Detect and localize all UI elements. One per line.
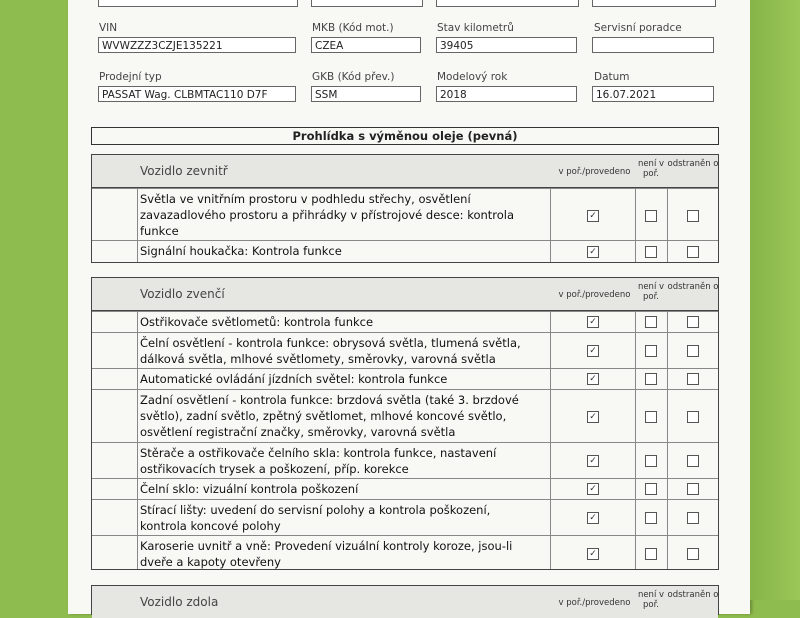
checklist-row	[92, 389, 718, 443]
row-text: Automatické ovládání jízdních světel: kontrola funkce	[140, 372, 448, 386]
vin-label: VIN	[99, 22, 118, 34]
col-fixed: odstraněn o	[667, 159, 719, 169]
fixed-checkbox[interactable]	[687, 455, 699, 467]
advisor-field[interactable]	[592, 37, 714, 53]
fixed-checkbox[interactable]	[687, 483, 699, 495]
background-strip	[750, 0, 800, 600]
done-checkbox[interactable]: ✓	[587, 483, 599, 495]
vin-field[interactable]: WVWZZZ3CZJE135221	[98, 37, 296, 53]
not-ok-checkbox[interactable]	[645, 512, 657, 524]
col-not-ok: není v poř.	[637, 159, 665, 179]
checklist-row	[92, 535, 718, 572]
checklist-row	[92, 368, 718, 390]
not-ok-checkbox[interactable]	[645, 483, 657, 495]
not-ok-checkbox[interactable]	[645, 246, 657, 258]
fixed-checkbox[interactable]	[687, 210, 699, 222]
section-underbody	[91, 585, 719, 615]
section-header	[92, 278, 718, 311]
checklist-row	[92, 188, 718, 241]
fixed-checkbox[interactable]	[687, 316, 699, 328]
row-text: Signální houkačka: Kontrola funkce	[140, 244, 342, 258]
done-checkbox[interactable]: ✓	[587, 455, 599, 467]
not-ok-checkbox[interactable]	[645, 345, 657, 357]
section-body	[92, 311, 718, 569]
done-checkbox[interactable]: ✓	[587, 411, 599, 423]
date-label: Datum	[594, 71, 630, 83]
done-checkbox[interactable]: ✓	[587, 373, 599, 385]
fixed-checkbox[interactable]	[687, 373, 699, 385]
row-text: Světla ve vnitřním prostoru v podhledu střechy, osvětlení zavazadlového prostoru a přihrádky v přístrojové desce: kontrola funkce	[140, 192, 515, 238]
row-text: Stěrače a ostřikovače čelního skla: kontrola funkce, nastavení ostřikovacích trysek a poškození, příp. korekce	[140, 446, 497, 476]
done-checkbox[interactable]: ✓	[587, 210, 599, 222]
mkb-label: MKB (Kód mot.)	[312, 22, 394, 34]
row-text: Ostřikovače světlometů: kontrola funkce	[140, 315, 374, 329]
section-title: Vozidlo zvenčí	[140, 287, 225, 301]
section-title: Vozidlo zevnitř	[140, 164, 228, 178]
fixed-checkbox[interactable]	[687, 246, 699, 258]
date-field[interactable]: 16.07.2021	[592, 86, 714, 102]
row-text: Čelní sklo: vizuální kontrola poškození	[140, 482, 359, 496]
not-ok-checkbox[interactable]	[645, 455, 657, 467]
gkb-field[interactable]: SSM	[311, 86, 421, 102]
section-header	[92, 155, 718, 188]
top-field-2	[311, 0, 423, 7]
checklist-row	[92, 499, 718, 536]
type-field[interactable]: PASSAT Wag. CLBMTAC110 D7F	[98, 86, 296, 102]
row-text: Zadní osvětlení - kontrola funkce: brzdová světla (také 3. brzdové světlo), zadní světlo, zpětný světlomet, mlhové koncové světlo, osvětlení registrační značky, směrovky, varovná světla	[140, 393, 519, 439]
not-ok-checkbox[interactable]	[645, 316, 657, 328]
year-field[interactable]: 2018	[436, 86, 577, 102]
col-not-ok: není v poř.	[637, 590, 665, 610]
done-checkbox[interactable]: ✓	[587, 548, 599, 560]
row-text: Stírací lišty: uvedení do servisní polohy a kontrola poškození, kontrola koncové polohy	[140, 503, 491, 533]
section-body	[92, 188, 718, 262]
col-done: v poř./provedeno	[558, 290, 631, 300]
checklist-row	[92, 332, 718, 369]
done-checkbox[interactable]: ✓	[587, 246, 599, 258]
col-done: v poř./provedeno	[558, 167, 631, 177]
advisor-label: Servisní poradce	[594, 22, 682, 34]
col-fixed: odstraněn o	[667, 282, 719, 292]
mkb-field[interactable]: CZEA	[311, 37, 421, 53]
not-ok-checkbox[interactable]	[645, 373, 657, 385]
checklist-row	[92, 311, 718, 333]
top-field-3	[436, 0, 579, 7]
done-checkbox[interactable]: ✓	[587, 512, 599, 524]
km-label: Stav kilometrů	[437, 22, 514, 34]
km-field[interactable]: 39405	[436, 37, 577, 53]
not-ok-checkbox[interactable]	[645, 210, 657, 222]
section-header	[92, 586, 718, 618]
done-checkbox[interactable]: ✓	[587, 316, 599, 328]
year-label: Modelový rok	[437, 71, 508, 83]
fixed-checkbox[interactable]	[687, 548, 699, 560]
type-label: Prodejní typ	[99, 71, 162, 83]
checklist-row	[92, 478, 718, 500]
not-ok-checkbox[interactable]	[645, 548, 657, 560]
fixed-checkbox[interactable]	[687, 411, 699, 423]
col-fixed: odstraněn o	[667, 590, 719, 600]
row-text: Karoserie uvnitř a vně: Provedení vizuální kontroly koroze, jsou-li dveře a kapoty otevřeny	[140, 539, 513, 569]
checklist-row	[92, 442, 718, 479]
fixed-checkbox[interactable]	[687, 512, 699, 524]
section-title: Vozidlo zdola	[140, 595, 219, 609]
section-interior	[91, 154, 719, 263]
col-not-ok: není v poř.	[637, 282, 665, 302]
section-exterior	[91, 277, 719, 570]
col-done: v poř./provedeno	[558, 598, 631, 608]
fixed-checkbox[interactable]	[687, 345, 699, 357]
form-title: Prohlídka s výměnou oleje (pevná)	[91, 127, 719, 145]
top-field-1	[98, 0, 298, 7]
not-ok-checkbox[interactable]	[645, 411, 657, 423]
top-field-4	[592, 0, 716, 7]
gkb-label: GKB (Kód přev.)	[312, 71, 395, 83]
checklist-row	[92, 240, 718, 263]
done-checkbox[interactable]: ✓	[587, 345, 599, 357]
row-text: Čelní osvětlení - kontrola funkce: obrysová světla, tlumená světla, dálková světla, mlhové světlomety, směrovky, varovná světla	[140, 336, 521, 366]
